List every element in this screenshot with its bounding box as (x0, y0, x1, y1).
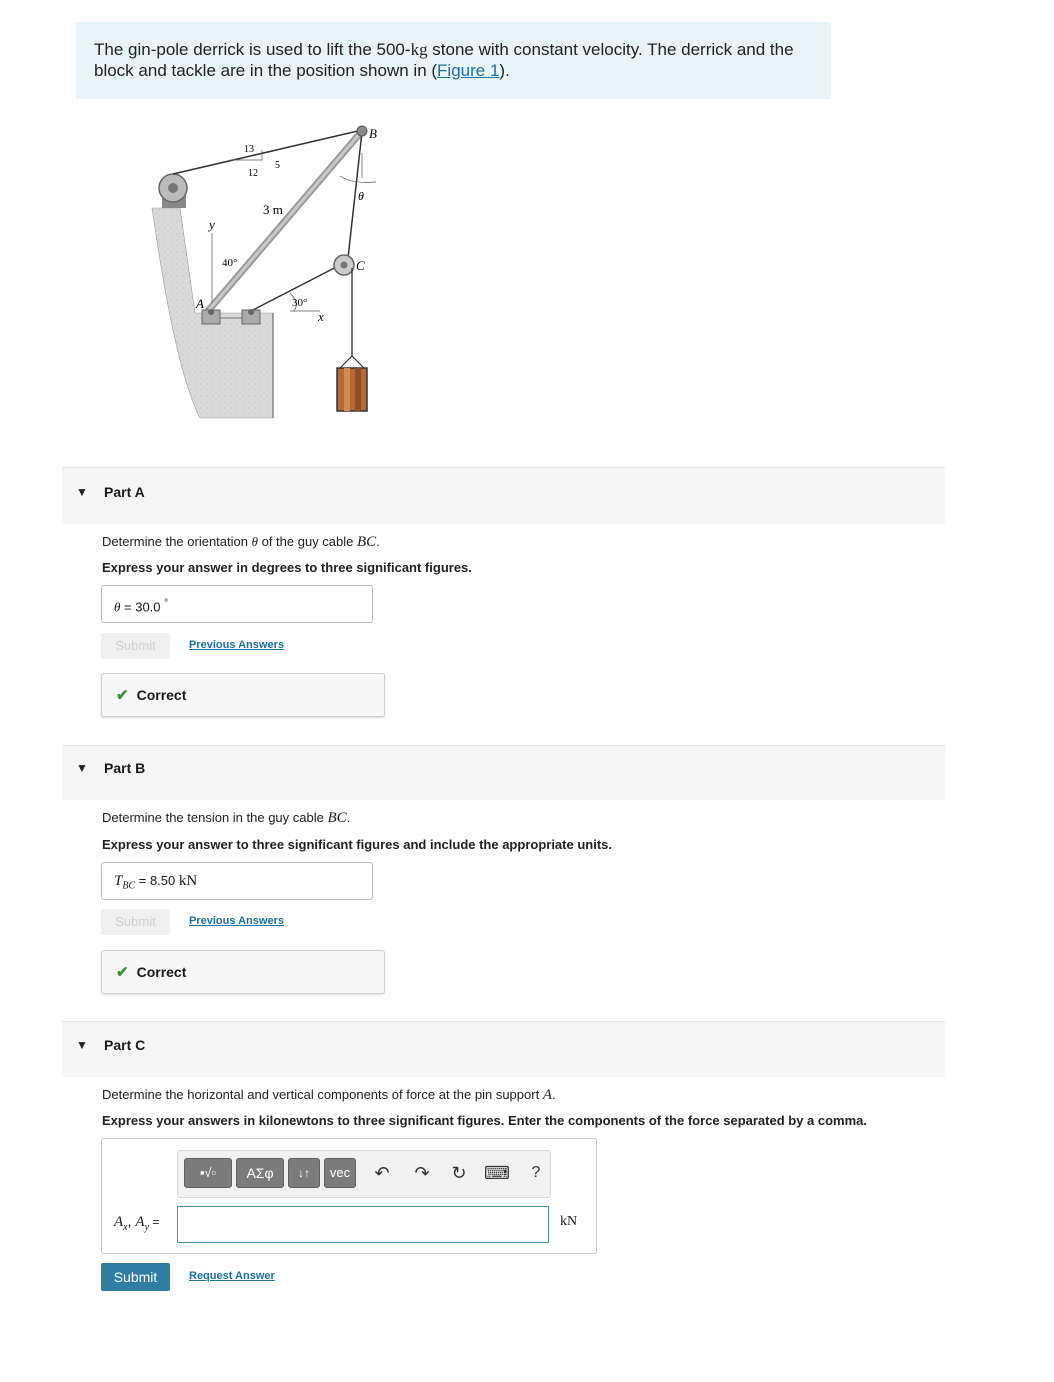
part-b-submit-button[interactable]: Submit (101, 909, 170, 935)
vec-button[interactable]: vec (324, 1158, 356, 1188)
slope-5: 5 (275, 160, 280, 171)
part-a-status: ✔ Correct (101, 673, 385, 717)
angle-40: 40° (222, 257, 238, 269)
part-b-status: ✔ Correct (101, 950, 385, 994)
math-toolbar (177, 1150, 551, 1198)
label-x: x (318, 309, 324, 324)
part-b-answer-field: $T_{BC} = 8.50$ kN (101, 862, 373, 900)
label-y: y (209, 217, 215, 232)
help-icon[interactable]: ? (531, 1164, 541, 1181)
part-b-header[interactable] (62, 745, 945, 800)
part-c-header[interactable] (62, 1021, 945, 1077)
part-c-answer-label: $A_x$, $A_y$ = (114, 1213, 160, 1233)
figure-link[interactable]: Figure 1 (437, 61, 500, 80)
check-icon: ✔ (116, 687, 129, 704)
part-a-header[interactable] (62, 467, 945, 524)
angle-30: 30° (292, 297, 308, 309)
intro-text-1: The gin-pole derrick is used to lift the 500- (94, 40, 411, 59)
part-a-previous-answers-link[interactable]: Previous Answers (189, 639, 284, 651)
reset-icon[interactable]: ↻ (451, 1163, 467, 1183)
stone-block (337, 368, 367, 411)
part-a-answer-field: θ = 30.0 ° (101, 585, 373, 623)
collapse-arrow-icon[interactable]: ▼ (76, 1038, 88, 1052)
part-a-instruction: Express your answer in degrees to three significant figures. (102, 560, 472, 575)
redo-icon[interactable]: ↷ (414, 1163, 430, 1183)
templates-button[interactable]: ▪√▫ (184, 1158, 232, 1188)
intro-text-3: ). (499, 61, 510, 80)
request-answer-link[interactable]: Request Answer (189, 1270, 275, 1282)
arrows-button[interactable]: ↓↑ (288, 1158, 320, 1188)
label-a: A (196, 296, 204, 311)
part-b-previous-answers-link[interactable]: Previous Answers (189, 915, 284, 927)
slope-12: 12 (248, 168, 258, 179)
part-c-prompt: Determine the horizontal and vertical components of force at the pin support A. (102, 1087, 556, 1103)
part-b-instruction: Express your answer to three significant figures and include the appropriate units. (102, 837, 612, 852)
label-c: C (356, 258, 365, 273)
part-c-title: Part C (104, 1037, 146, 1053)
collapse-arrow-icon[interactable]: ▼ (76, 761, 88, 775)
collapse-arrow-icon[interactable]: ▼ (76, 485, 88, 499)
part-a-prompt: Determine the orientation θ of the guy cable BC. (102, 534, 380, 550)
derrick-figure (140, 118, 400, 428)
slope-13: 13 (244, 144, 254, 155)
math-editor (101, 1138, 597, 1254)
part-a-answer-value: 30.0 (135, 599, 161, 615)
undo-icon[interactable]: ↶ (374, 1163, 390, 1183)
part-c-instruction: Express your answers in kilonewtons to three significant figures. Enter the components of the force separated by a comma. (102, 1113, 868, 1128)
greek-button[interactable]: ΑΣφ (236, 1158, 284, 1188)
mass-unit: kg (410, 40, 428, 59)
part-b-answer-value: 8.50 (149, 873, 176, 888)
label-theta: θ (358, 189, 364, 203)
label-b: B (369, 126, 377, 141)
check-icon: ✔ (116, 964, 129, 981)
part-b-prompt: Determine the tension in the guy cable BC. (102, 810, 351, 826)
intro-text-2: stone with constant velocity. The derrick and the block and tackle are in the position shown in ( (94, 40, 794, 80)
problem-intro (76, 22, 831, 99)
part-a-title: Part A (104, 484, 145, 500)
part-a-submit-button[interactable]: Submit (101, 633, 170, 659)
part-b-title: Part B (104, 760, 146, 776)
part-c-answer-input[interactable] (177, 1206, 549, 1243)
part-c-unit: kN (560, 1214, 578, 1229)
length-label: 3 m (263, 202, 283, 217)
keyboard-icon[interactable]: ⌨ (484, 1163, 510, 1183)
part-c-submit-button[interactable]: Submit (101, 1263, 170, 1291)
